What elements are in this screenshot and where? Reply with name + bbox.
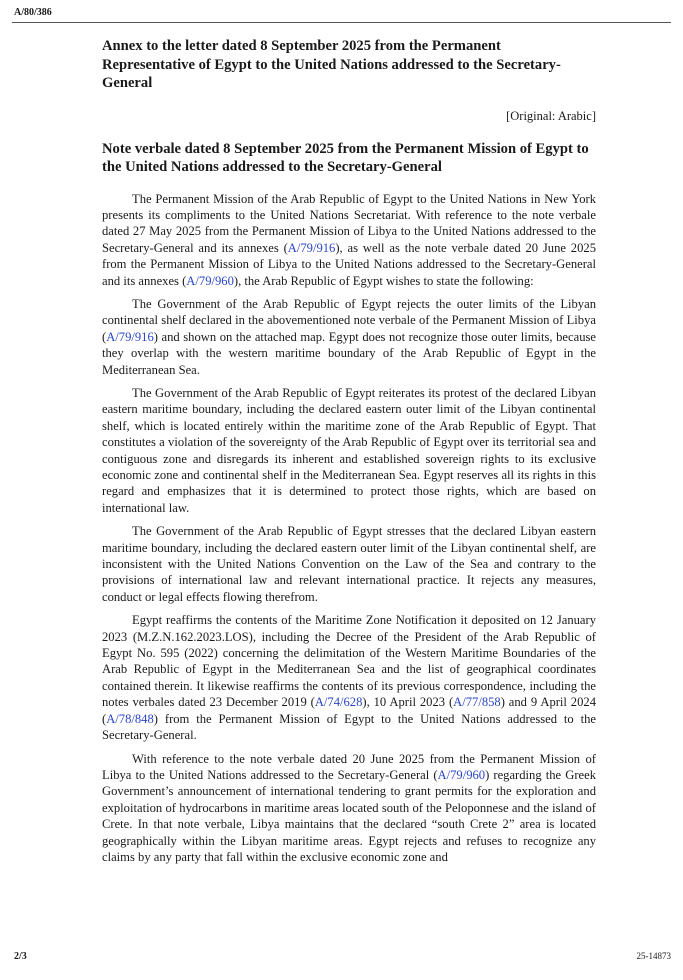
document-symbol: A/80/386 <box>14 7 52 18</box>
paragraph-6: With reference to the note verbale dated 20 June 2025 from the Permanent Mission of Libya to the United Nations addressed to the Secretary-General (A/79/960) regarding the Greek Government’s announcement of international tendering to grant permits for the exploration and exploitation of hydrocarbons in maritime areas located south of the Peloponnese and the island of Crete. In that note verbale, Libya maintains that the declared “south Crete 2” area is located geographically within the Libyan maritime areas. Egypt rejects and refuses to recognize any claims by any party that fall within the exclusive economic zone and <box>102 751 596 864</box>
note-verbale-heading: Note verbale dated 8 September 2025 from the Permanent Mission of Egypt to the United Nations addressed to the Secretary-General <box>102 140 589 175</box>
paragraph-1: The Permanent Mission of the Arab Republic of Egypt to the United Nations in New York presents its compliments to the United Nations Secretariat. With reference to the note verbale dated 27 May 2025 from the Permanent Mission of Libya to the United Nations addressed to the Secretary-General and its annexes (A/79/916), as well as the note verbale dated 20 June 2025 from the Permanent Mission of Libya to the United Nations addressed to the Secretary-General and its annexes (A/79/960), the Arab Republic of Egypt wishes to state the following: <box>102 191 596 288</box>
document-link-a-79-916[interactable]: A/79/916 <box>287 240 336 255</box>
job-number: 25-14873 <box>636 951 671 961</box>
paragraph-4: The Government of the Arab Republic of Egypt stresses that the declared Libyan eastern maritime boundary, including the declared eastern outer limit of the Libyan continental shelf, are inconsistent with the United Nations Convention on the Law of the Sea and contrary to the provisions of international law and relevant international practice. It rejects any measures, conduct or legal effects flowing therefrom. <box>102 524 596 604</box>
document-link-a-79-960[interactable]: A/79/960 <box>437 767 486 782</box>
page-number: 2/3 <box>14 951 27 962</box>
annex-heading: Annex to the letter dated 8 September 2025 from the Permanent Representative of Egypt to the United Nations addressed to the Secretary-General <box>102 38 561 91</box>
document-link-a-79-960[interactable]: A/79/960 <box>186 273 234 288</box>
paragraph-5: Egypt reaffirms the contents of the Maritime Zone Notification it deposited on 12 January 2023 (M.Z.N.162.2023.LOS), including the Decree of the President of the Arab Republic of Egypt No. 595 (2022) concerning the delimitation of the Western Maritime Boundaries of the Arab Republic of Egypt in the Mediterranean Sea and the list of geographical coordinates contained therein. It likewise reaffirms the contents of its previous correspondence, including the notes verbales dated 23 December 2019 (A/74/628), 10 April 2023 (A/77/858) and 9 April 2024 (A/78/848) from the Permanent Mission of Egypt to the United Nations addressed to the Secretary-General. <box>102 613 596 743</box>
header-rule <box>12 22 671 23</box>
document-link-a-78-848[interactable]: A/78/848 <box>106 711 154 726</box>
document-body <box>102 37 596 872</box>
paragraph-3: The Government of the Arab Republic of Egypt reiterates its protest of the declared Libyan eastern maritime boundary, including the declared eastern outer limit of the Libyan continental shelf, which is located entirely within the maritime zone of the Arab Republic of Egypt. That constitutes a violation of the sovereignty of the Arab Republic of Egypt over its territorial sea and contiguous zone and disregards its inherent and established sovereign rights to its exclusive economic zone and continental shelf in the Mediterranean Sea. Egypt reserves all its rights in this regard and emphasizes that it is determined to protect those rights, which are based on international law. <box>102 385 596 515</box>
paragraph-2: The Government of the Arab Republic of Egypt rejects the outer limits of the Libyan continental shelf declared in the abovementioned note verbale of the Permanent Mission of Libya (A/79/916) and shown on the attached map. Egypt does not recognize those outer limits, because they overlap with the western maritime boundary of the Arab Republic of Egypt in the Mediterranean Sea. <box>102 296 596 377</box>
document-link-a-77-858[interactable]: A/77/858 <box>453 695 501 710</box>
document-link-a-74-628[interactable]: A/74/628 <box>314 695 363 710</box>
original-language-note: [Original: Arabic] <box>506 108 596 123</box>
document-link-a-79-916[interactable]: A/79/916 <box>106 329 154 344</box>
